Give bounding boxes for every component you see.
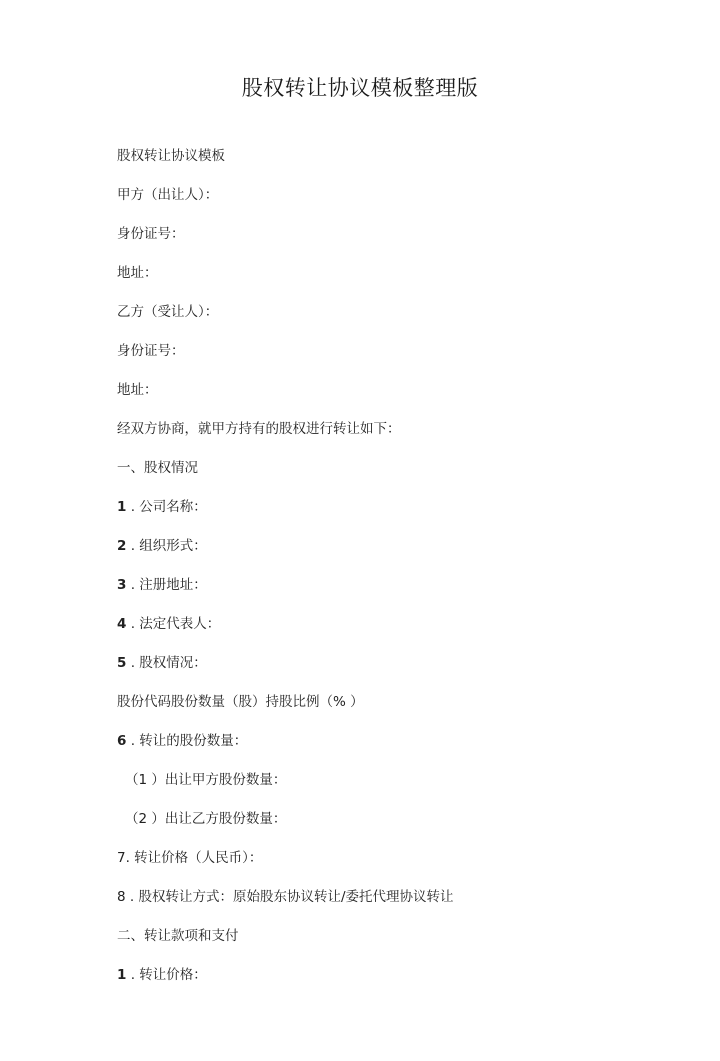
numbered-item — [117, 614, 677, 653]
text-line: 股权转让协议模板 — [117, 148, 225, 164]
section-heading: 二、转让款项和支付 — [117, 928, 239, 944]
text-line: 8 . 股权转让方式：原始股东协议转让/委托代理协议转让 — [117, 889, 454, 905]
numbered-item — [117, 536, 677, 575]
text-line: 乙方（受让人）： — [117, 304, 219, 320]
numbered-item — [117, 731, 677, 770]
text-line: 7. 转让价格（人民币）： — [117, 850, 263, 866]
sub-item: （1 ）出让甲方股份数量： — [125, 772, 287, 788]
numbered-item — [117, 575, 677, 614]
item-text: . 股权情况： — [126, 655, 207, 671]
item-number: 5 — [117, 655, 127, 671]
document-body — [117, 146, 677, 1004]
sub-item: （2 ）出让乙方股份数量： — [125, 811, 287, 827]
text-line: 股份代码股份数量（股）持股比例（% ） — [117, 694, 364, 710]
text-line: 身份证号： — [117, 226, 185, 242]
item-number: 2 — [117, 538, 127, 554]
text-line: 地址： — [117, 265, 158, 281]
item-number: 1 — [117, 499, 127, 515]
item-number: 3 — [117, 577, 127, 593]
text-line: 经双方协商，就甲方持有的股权进行转让如下： — [117, 421, 401, 437]
item-text: . 注册地址： — [126, 577, 207, 593]
section-heading: 一、股权情况 — [117, 460, 198, 476]
item-text: . 转让价格： — [126, 967, 207, 983]
item-text: . 组织形式： — [126, 538, 207, 554]
item-number: 1 — [117, 967, 127, 983]
text-line: 身份证号： — [117, 343, 185, 359]
item-text: . 转让的股份数量： — [126, 733, 248, 749]
numbered-item — [117, 653, 677, 692]
text-line: 甲方（出让人）： — [117, 187, 219, 203]
numbered-item — [117, 965, 677, 1004]
text-line: 地址： — [117, 382, 158, 398]
item-number: 6 — [117, 733, 127, 749]
item-text: . 公司名称： — [126, 499, 207, 515]
item-number: 4 — [117, 616, 127, 632]
numbered-item — [117, 497, 677, 536]
item-text: . 法定代表人： — [126, 616, 221, 632]
document-title: 股权转让协议模板整理版 — [241, 76, 479, 100]
